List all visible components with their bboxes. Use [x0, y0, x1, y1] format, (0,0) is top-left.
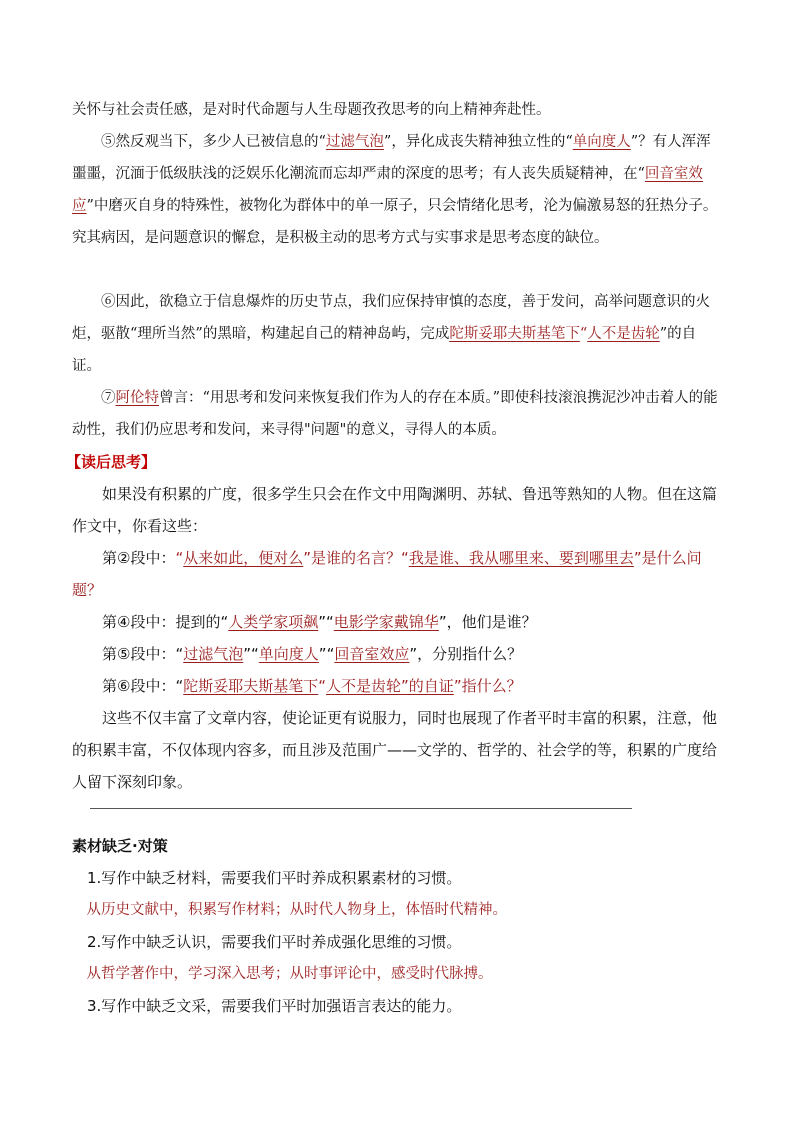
question-paragraph-4: 第④段中：提到的“人类学家项飙”“电影学家戴锦华”，他们是谁？ — [102, 613, 537, 631]
paragraph-4-end: 关怀与社会责任感，是对时代命题与人生母题孜孜思考的向上精神奔赴性。 — [72, 102, 551, 118]
reflect-heading: 【读后思考】 — [66, 453, 157, 471]
paragraph-7: ⑦阿伦特曾言：“用思考和发问来恢复我们作为人的存在本质。”即使科技滚浪携泥沙冲击着人的能动性，我们仍应思考和发问，来寻得"问题"的意义，寻得人的本质。 — [72, 390, 718, 438]
term-echo-chamber: 回音室效应 — [72, 166, 703, 214]
question-paragraph-5: 第⑤段中：“过滤气泡”“单向度人”“回音室效应”，分别指什么？ — [102, 645, 523, 663]
section-title: 素材缺乏·对策 — [72, 837, 168, 855]
paragraph-6: ⑥因此，欲稳立于信息爆炸的历史节点，我们应保持审慎的态度，善于发问，高举问题意识的火炬，驱散“理所当然”的黑暗，构建起自己的精神岛屿，完成陀斯妥耶夫斯基笔下“人不是齿轮”的自证。 — [72, 294, 710, 374]
term-one-dimensional-man: 单向度人 — [572, 134, 631, 150]
strategy-item-1-note: 从历史文献中，积累写作材料；从时代人物身上，体悟时代精神。 — [86, 902, 507, 918]
strategy-item-1: 1.写作中缺乏材料，需要我们平时养成积累素材的习惯。 — [87, 869, 462, 887]
term-dostoevsky: 陀斯妥耶夫斯基笔下 — [449, 326, 580, 342]
reflect-intro: 如果没有积累的广度，很多学生只会在作文中用陶渊明、苏轼、鲁迅等熟知的人物。但在这篇作文中，你看这些： — [72, 485, 718, 535]
term-filter-bubble: 过滤气泡 — [325, 134, 384, 150]
question-paragraph-6: 第⑥段中：“陀斯妥耶夫斯基笔下“人不是齿轮”的自证”指什么？ — [102, 677, 522, 695]
strategy-item-3: 3.写作中缺乏文采，需要我们平时加强语言表达的能力。 — [87, 997, 462, 1015]
reflect-summary: 这些不仅丰富了文章内容，使论证更有说服力，同时也展现了作者平时丰富的积累，注意，他的积累丰富，不仅体现内容多，而且涉及范围广——文学的、哲学的、社会学的等，积累的广度给人留下深刻印象。 — [72, 709, 718, 791]
question-paragraph-2: 第②段中：“从来如此，便对么”是谁的名言？“我是谁、我从哪里来、要到哪里去”是什么问题？ — [72, 549, 702, 599]
divider-line — [90, 808, 632, 809]
strategy-item-2: 2.写作中缺乏认识，需要我们平时养成强化思维的习惯。 — [87, 933, 462, 951]
term-arendt: 阿伦特 — [115, 390, 159, 406]
term-not-a-gear: 人不是齿轮 — [587, 326, 660, 342]
paragraph-5: ⑤然反观当下，多少人已被信息的“过滤气泡”，异化成丧失精神独立性的“单向度人”？有人浑浑噩噩，沉湎于低级肤浅的泛娱乐化潮流而忘却严肃的深度的思考；有人丧失质疑精神，在“回音室效应”中磨灭自身的特殊性，被物化为群体中的单一原子，只会情绪化思考，沦为偏激易怒的狂热分子。究其病因，是问题意识的懈怠，是积极主动的思考方式与实事求是思考态度的缺位。 — [72, 134, 718, 246]
strategy-item-2-note: 从哲学著作中，学习深入思考；从时事评论中，感受时代脉搏。 — [86, 966, 493, 982]
